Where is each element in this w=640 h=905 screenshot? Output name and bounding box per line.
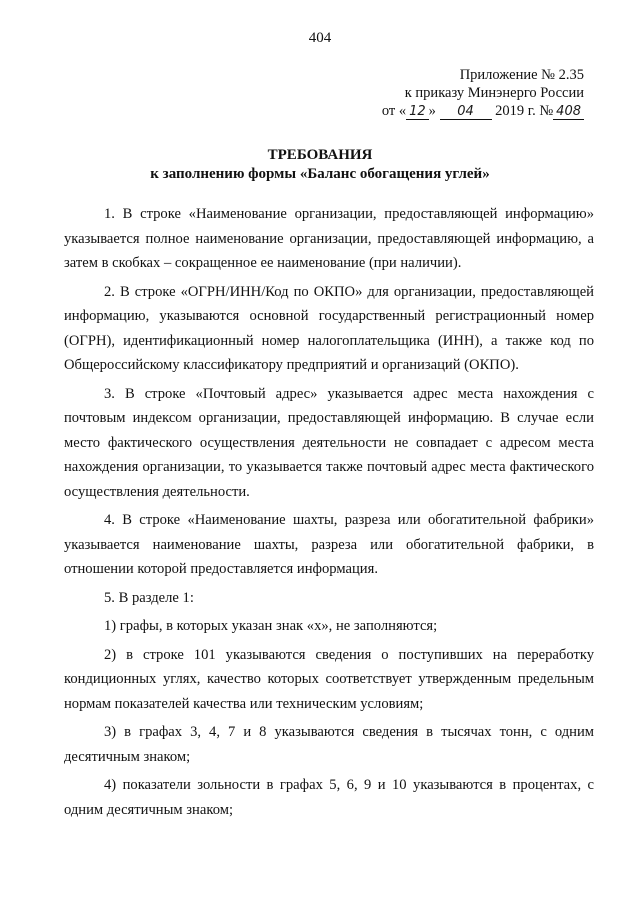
date-year: 2019 г. №: [495, 103, 554, 119]
list-item-3: 3) в графах 3, 4, 7 и 8 указываются сведения в тысячах тонн, с одним десятичным знаком;: [64, 724, 594, 765]
title-heading: ТРЕБОВАНИЯ: [267, 147, 373, 163]
date-prefix: от «: [381, 103, 407, 119]
list-item-4: 4) показатели зольности в графах 5, 6, 9 и 10 указываются в процентах, с одним десятичным знаком;: [64, 777, 594, 818]
paragraph-2: 2. В строке «ОГРН/ИНН/Код по ОКПО» для организации, предоставляющей информацию, указываются основной государственный регистрационный номер (ОГРН), идентификационный номер налогоплательщика (ИНН), а также код по Общероссийскому классификатору предприятий и организаций (ОКПО).: [64, 283, 594, 373]
document-title: [0, 146, 640, 184]
list-item-1: 1) графы, в которых указан знак «х», не заполняются;: [104, 618, 438, 634]
appendix-order: к приказу Минэнерго России: [404, 85, 584, 101]
handwritten-day: 12: [406, 105, 429, 120]
handwritten-month: 04: [440, 105, 492, 120]
page-number: 404: [308, 30, 332, 46]
appendix-date-line: [364, 102, 584, 120]
appendix-block: [364, 66, 584, 120]
paragraph-5: 5. В разделе 1:: [104, 589, 194, 606]
document-body: [64, 202, 594, 826]
date-mid: »: [428, 103, 436, 119]
paragraph-1: 1. В строке «Наименование организации, предоставляющей информацию» указывается полное наименование организации, предоставляющей информацию, а затем в скобках – сокращенное ее наименование (при наличии).: [64, 206, 594, 271]
paragraph-3: 3. В строке «Почтовый адрес» указывается адрес места нахождения с почтовым индексом организации, предоставляющей информацию. В случае если место фактического осуществления деятельности не совпадает с адресом места нахождения организации, то указывается также почтовый адрес места фактического осуществления деятельности.: [64, 385, 594, 500]
appendix-title: Приложение № 2.35: [459, 67, 584, 83]
paragraph-4: 4. В строке «Наименование шахты, разреза или обогатительной фабрики» указывается наименование шахты, разреза или обогатительной фабрики, в отношении которой предоставляется информация.: [64, 512, 594, 577]
title-subheading: к заполнению формы «Баланс обогащения углей»: [150, 166, 490, 182]
list-item-2: 2) в строке 101 указываются сведения о поступивших на переработку кондиционных углях, качество которых соответствует утвержденным предельным нормам показателей качества или техническим условиям;: [64, 646, 594, 712]
handwritten-number: 408: [553, 105, 584, 120]
